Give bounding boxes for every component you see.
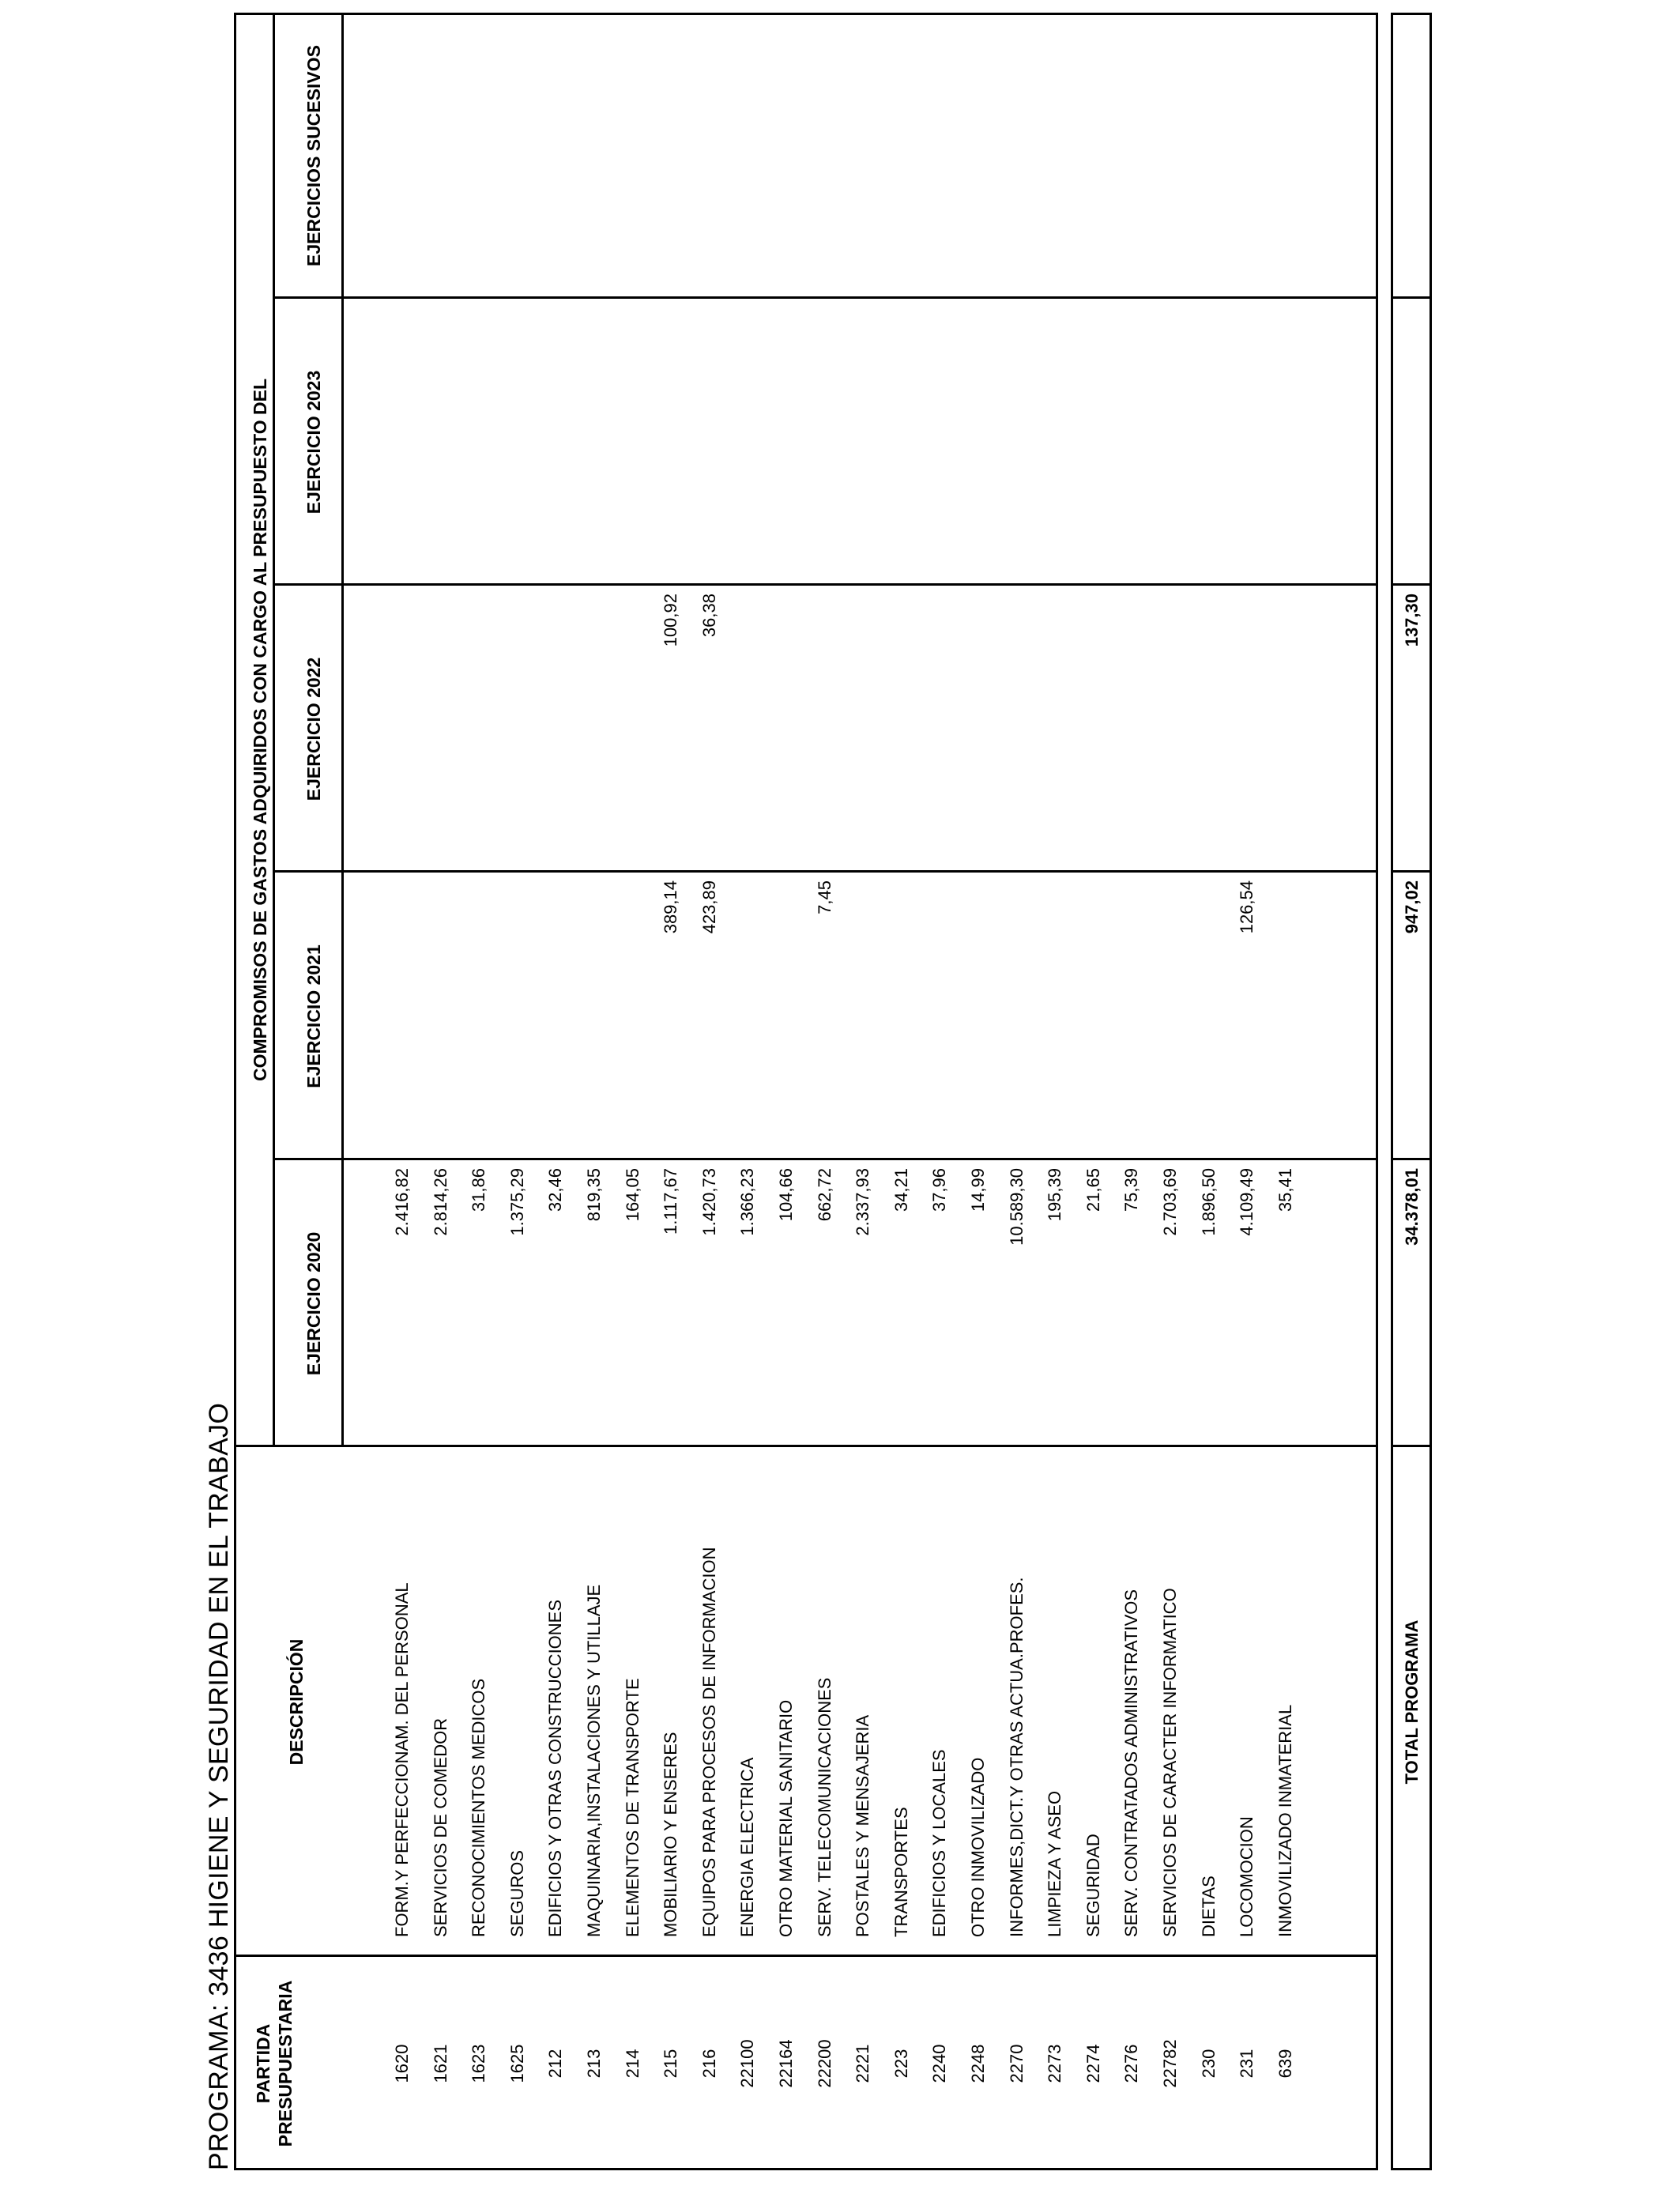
row-descripcion: SERVICIOS DE CARACTER INFORMATICO	[1160, 1588, 1180, 1937]
row-partida: 2248	[968, 2044, 988, 2083]
row-ejercicio-2020: 1.375,29	[507, 1168, 527, 1236]
row-descripcion: OTRO INMOVILIZADO	[968, 1757, 988, 1937]
row-ejercicio-2020: 1.896,50	[1199, 1168, 1219, 1236]
row-partida: 1621	[431, 2044, 450, 2083]
header-partida-2: PRESUPUESTARIA	[275, 1980, 296, 2147]
row-partida: 215	[661, 2049, 680, 2079]
row-ejercicio-2021: 389,14	[661, 880, 680, 934]
header-ejercicio-2020: EJERCICIO 2020	[303, 1231, 324, 1376]
row-ejercicio-2020: 14,99	[968, 1168, 988, 1212]
row-ejercicio-2020: 104,66	[776, 1168, 796, 1222]
row-partida: 22100	[737, 2039, 757, 2088]
row-partida: 216	[699, 2049, 719, 2079]
row-descripcion: SEGUROS	[507, 1849, 527, 1937]
row-partida: 2274	[1083, 2044, 1103, 2083]
header-ejercicios-sucesivos: EJERCICIOS SUCESIVOS	[303, 45, 324, 266]
row-descripcion: MOBILIARIO Y ENSERES	[661, 1732, 680, 1937]
row-descripcion: ELEMENTOS DE TRANSPORTE	[623, 1678, 642, 1937]
row-ejercicio-2021: 423,89	[699, 880, 719, 934]
row-ejercicio-2020: 21,65	[1083, 1168, 1103, 1212]
row-descripcion: MAQUINARIA,INSTALACIONES Y UTILLAJE	[584, 1584, 604, 1937]
row-ejercicio-2020: 2.814,26	[431, 1168, 450, 1236]
row-descripcion: LOCOMOCION	[1237, 1816, 1256, 1937]
page-title: PROGRAMA: 3436 HIGIENE Y SEGURIDAD EN EL TRABAJO	[204, 1402, 234, 2170]
row-ejercicio-2020: 31,86	[469, 1168, 488, 1212]
row-ejercicio-2022: 36,38	[699, 594, 719, 638]
row-ejercicio-2021: 7,45	[815, 880, 834, 914]
row-partida: 1625	[507, 2044, 527, 2083]
row-descripcion: OTRO MATERIAL SANITARIO	[776, 1699, 796, 1937]
header-rule	[341, 13, 344, 1447]
divider-2020	[273, 1158, 1378, 1160]
row-partida: 2273	[1045, 2044, 1064, 2083]
row-ejercicio-2020: 662,72	[815, 1168, 834, 1222]
header-ejercicio-2021: EJERCICIO 2021	[303, 944, 324, 1088]
total-divider-2020	[1391, 1158, 1432, 1160]
row-partida: 230	[1199, 2049, 1219, 2079]
row-descripcion: SEGURIDAD	[1083, 1834, 1103, 1937]
row-partida: 1620	[392, 2044, 412, 2083]
row-descripcion: SERVICIOS DE COMEDOR	[431, 1717, 450, 1937]
row-ejercicio-2020: 2.703,69	[1160, 1168, 1180, 1236]
total-2020: 34.378,01	[1402, 1168, 1422, 1246]
row-ejercicio-2020: 195,39	[1045, 1168, 1064, 1222]
row-descripcion: EDIFICIOS Y OTRAS CONSTRUCCIONES	[545, 1599, 565, 1937]
row-ejercicio-2020: 10.589,30	[1007, 1168, 1026, 1246]
row-ejercicio-2020: 2.416,82	[392, 1168, 412, 1236]
row-descripcion: INMOVILIZADO INMATERIAL	[1275, 1704, 1295, 1937]
row-descripcion: EQUIPOS PARA PROCESOS DE INFORMACION	[699, 1547, 719, 1937]
row-ejercicio-2022: 100,92	[661, 594, 680, 647]
row-ejercicio-2020: 164,05	[623, 1168, 642, 1222]
row-ejercicio-2020: 1.420,73	[699, 1168, 719, 1236]
row-descripcion: INFORMES,DICT.Y OTRAS ACTUA.PROFES.	[1007, 1577, 1026, 1937]
header-descripcion: DESCRIPCIÓN	[286, 1638, 307, 1766]
row-partida: 1623	[469, 2044, 488, 2083]
row-partida: 2240	[929, 2044, 949, 2083]
row-descripcion: SERV. CONTRATADOS ADMINISTRATIVOS	[1121, 1589, 1141, 1937]
row-descripcion: ENERGIA ELECTRICA	[737, 1757, 757, 1937]
row-ejercicio-2020: 1.366,23	[737, 1168, 757, 1236]
total-label: TOTAL PROGRAMA	[1402, 1619, 1422, 1785]
row-partida: 214	[623, 2049, 642, 2079]
row-partida: 213	[584, 2049, 604, 2079]
group-header-rule	[273, 13, 275, 1447]
row-descripcion: DIETAS	[1199, 1875, 1219, 1937]
divider-2022	[273, 583, 1378, 586]
row-ejercicio-2020: 2.337,93	[853, 1168, 872, 1236]
row-ejercicio-2020: 819,35	[584, 1168, 604, 1222]
row-partida: 212	[545, 2049, 565, 2079]
row-descripcion: SERV. TELECOMUNICACIONES	[815, 1677, 834, 1937]
total-divider-2021	[1391, 870, 1432, 873]
row-partida: 22200	[815, 2039, 834, 2088]
row-ejercicio-2021: 126,54	[1237, 880, 1256, 934]
row-descripcion: POSTALES Y MENSAJERIA	[853, 1714, 872, 1937]
row-ejercicio-2020: 4.109,49	[1237, 1168, 1256, 1236]
total-2022: 137,30	[1402, 594, 1422, 647]
row-partida: 2276	[1121, 2044, 1141, 2083]
row-descripcion: TRANSPORTES	[891, 1807, 911, 1937]
row-descripcion: RECONOCIMIENTOS MEDICOS	[469, 1678, 488, 1937]
row-partida: 22164	[776, 2039, 796, 2088]
header-partida-1: PARTIDA	[253, 2023, 273, 2104]
row-descripcion: FORM.Y PERFECCIONAM. DEL PERSONAL	[392, 1582, 412, 1937]
row-ejercicio-2020: 37,96	[929, 1168, 949, 1212]
row-ejercicio-2020: 34,21	[891, 1168, 911, 1212]
row-partida: 22782	[1160, 2039, 1180, 2088]
row-partida: 223	[891, 2049, 911, 2079]
row-partida: 639	[1275, 2049, 1295, 2079]
divider-2023	[273, 296, 1378, 299]
row-partida: 2221	[853, 2044, 872, 2083]
row-ejercicio-2020: 75,39	[1121, 1168, 1141, 1212]
total-divider-2022	[1391, 583, 1432, 586]
row-ejercicio-2020: 35,41	[1275, 1168, 1295, 1212]
row-descripcion: LIMPIEZA Y ASEO	[1045, 1790, 1064, 1937]
header-ejercicio-2023: EJERCICIO 2023	[303, 370, 324, 515]
header-ejercicio-2022: EJERCICIO 2022	[303, 657, 324, 801]
row-ejercicio-2020: 32,46	[545, 1168, 565, 1212]
row-ejercicio-2020: 1.117,67	[661, 1168, 680, 1235]
header-group: COMPROMISOS DE GASTOS ADQUIRIDOS CON CARGO AL PRESUPUESTO DEL	[250, 379, 270, 1082]
row-descripcion: EDIFICIOS Y LOCALES	[929, 1749, 949, 1937]
divider-2021	[273, 870, 1378, 873]
total-divider-2023	[1391, 296, 1432, 299]
total-2021: 947,02	[1402, 880, 1422, 934]
row-partida: 2270	[1007, 2044, 1026, 2083]
row-partida: 231	[1237, 2049, 1256, 2079]
